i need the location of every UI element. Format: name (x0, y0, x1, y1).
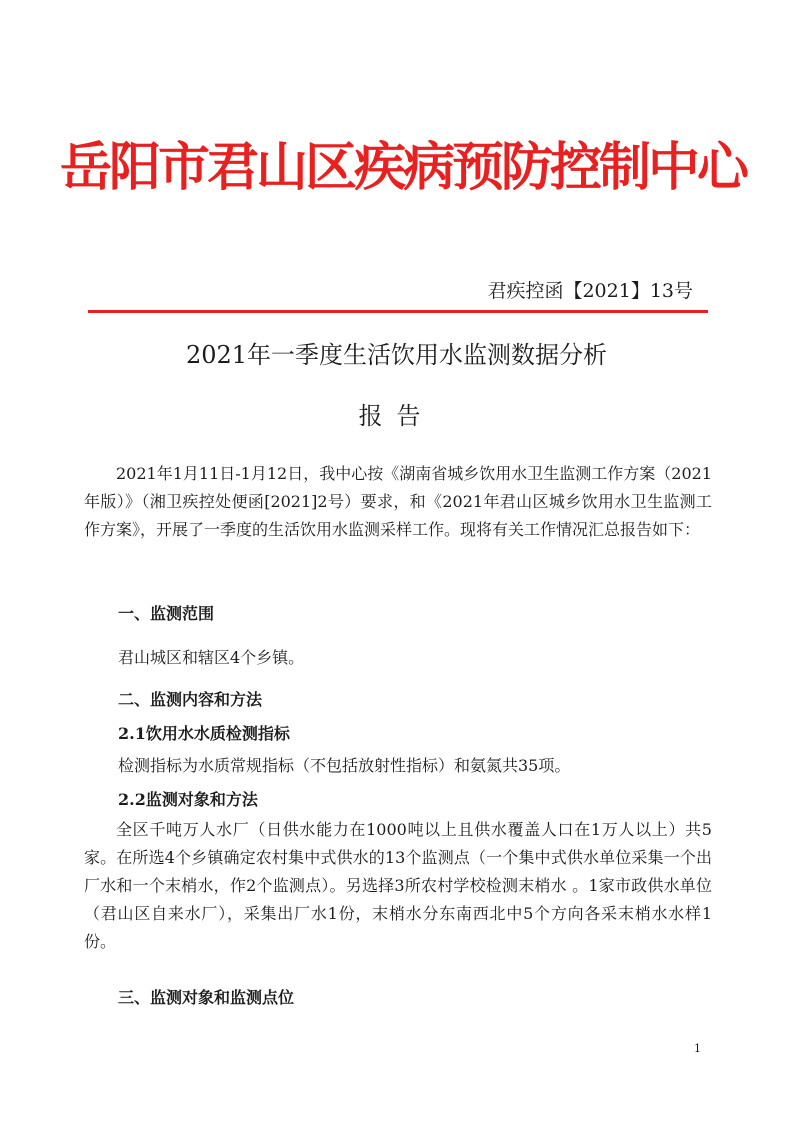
document-number: 君疾控函【2021】13号 (487, 280, 693, 302)
report-title: 2021年一季度生活饮用水监测数据分析 (185, 341, 608, 369)
section-text-scope: 君山城区和辖区4个乡镇。 (118, 648, 305, 667)
organization-letterhead: 岳阳市君山区疾病预防控制中心 (60, 137, 747, 198)
section-heading-content-methods: 二、监测内容和方法 (118, 690, 263, 709)
subsection-text-objects-methods: 全区千吨万人水厂（日供水能力在1000吨以上且供水覆盖人口在1万人以上）共5家。在所选4个乡镇确定农村集中式供水的13个监测点（一个集中式供水单位采集一个出厂水和一个末梢水，作2个监测点）。另选择3所农村学校检测末梢水 。1家市政供水单位（君山区自来水厂），采集出厂水1份，末梢水分东南西北中5个方向各采末梢水水样1份。 (84, 820, 712, 951)
subsection-heading-indicators: 2.1饮用水水质检测指标 (118, 724, 290, 743)
red-divider-line (88, 310, 708, 313)
subsection-text-indicators: 检测指标为水质常规指标（不包括放射性指标）和氨氮共35项。 (118, 756, 571, 775)
section-heading-monitoring-points: 三、监测对象和监测点位 (118, 988, 295, 1007)
page-number: 1 (694, 1042, 701, 1055)
section-heading-scope: 一、监测范围 (118, 604, 215, 623)
intro-paragraph: 2021年1月11日-1月12日，我中心按《湖南省城乡饮用水卫生监测工作方案（2021年版）》（湘卫疾控处便函[2021]2号）要求，和《2021年君山区城乡饮用水卫生监测工作方案》，开展了一季度的生活饮用水监测采样工作。现将有关工作情况汇总报告如下： (84, 464, 712, 539)
subsection-heading-objects-methods: 2.2监测对象和方法 (118, 790, 258, 809)
report-title-suffix: 报告 (358, 402, 435, 430)
